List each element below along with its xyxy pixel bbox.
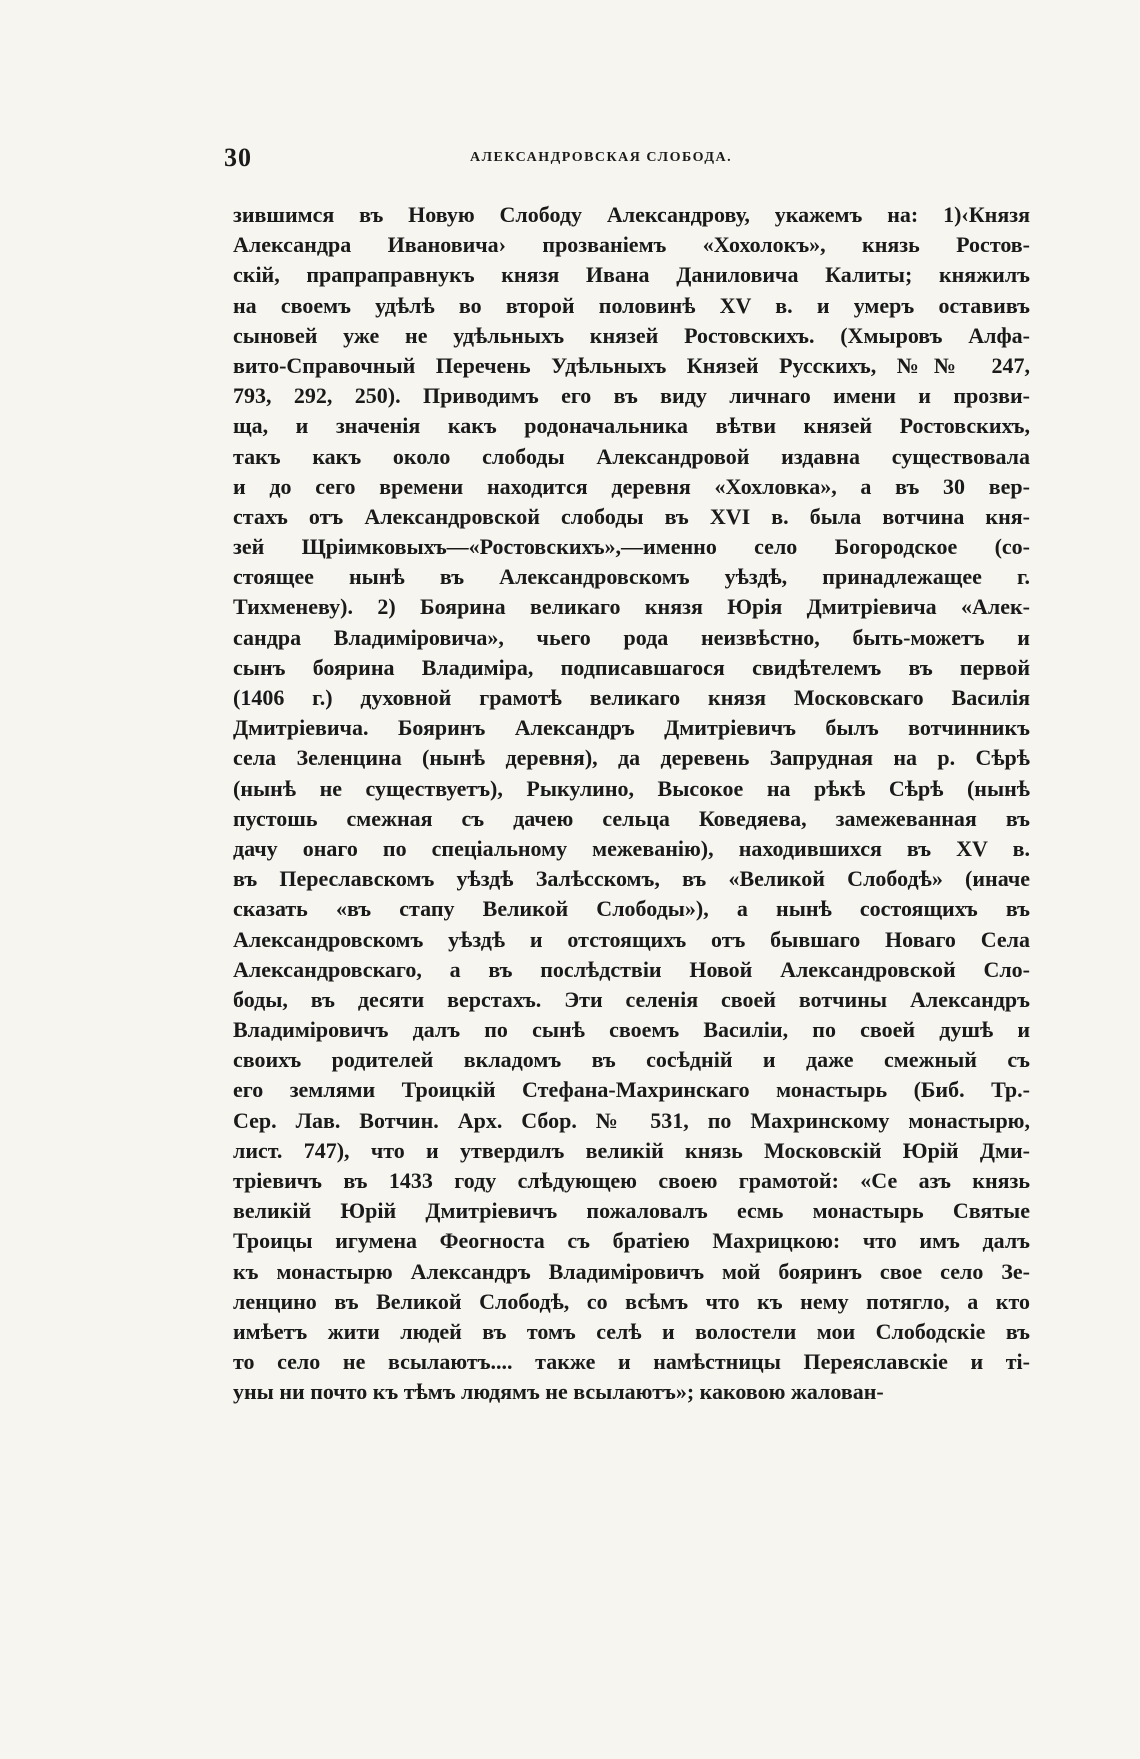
text-line: зившимся въ Новую Слободу Александрову, укажемъ на: 1)‹Князя [233,202,1030,227]
text-line: уны ни почто къ тѣмъ людямъ не всылаютъ»; каковою жалован- [233,1379,884,1405]
text-line: Владиміровичъ далъ по сынѣ своемъ Василіи, по своей душѣ и [233,1017,1030,1043]
text-line: вито-Справочный Перечень Удѣльныхъ Князей Русскихъ, №№ 247, [233,352,1030,378]
text-line: сказать «въ стапу Великой Слободы»), а нынѣ состоящихъ въ [233,896,1030,922]
text-line: сыновей уже не удѣльныхъ князей Ростовскихъ. (Хмыровъ Алфа- [233,322,1030,348]
text-line: Троицы игумена Феогноста съ братіею Махрицкою: что имъ далъ [233,1228,1030,1254]
text-line: сандра Владиміровича», чьего рода неизвѣстно, быть-можетъ и [233,624,1030,650]
text-line: дачу онаго по спеціальному межеванію), находившихся въ XV в. [233,835,1030,861]
text-line: на своемъ удѣлѣ во второй половинѣ XV в. и умеръ оставивъ [233,292,1030,318]
text-line: стоящее нынѣ въ Александровскомъ уѣздѣ, принадлежащее г. [233,564,1030,590]
body-text [233,200,1030,1408]
text-line: то село не всылаютъ.... также и намѣстницы Переяславскіе и ті- [233,1349,1030,1375]
text-line: его землями Троицкій Стефана-Махринскаго монастырь (Биб. Тр.- [233,1077,1030,1103]
text-line: Александра Ивановича› прозваніемъ «Хохолокъ», князь Ростов- [233,232,1030,258]
text-line: села Зеленцина (нынѣ деревня), да деревень Запрудная на р. Сѣрѣ [233,745,1030,771]
text-line: стахъ отъ Александровской слободы въ XVI в. была вотчина кня- [233,503,1030,529]
page-number: 30 [224,143,252,172]
text-line: великій Юрій Дмитріевичъ пожаловалъ есмь монастырь Святые [233,1198,1030,1224]
text-line: (1406 г.) духовной грамотѣ великаго князя Московскаго Василія [233,685,1030,710]
text-line: ленцино въ Великой Слободѣ, со всѣмъ что къ нему потягло, а кто [233,1288,1030,1314]
text-line: имѣетъ жити людей въ томъ селѣ и волостели мои Слободскіе въ [233,1318,1030,1344]
text-line: Сер. Лав. Вотчин. Арх. Сбор. № 531, по Махринскому монастырю, [233,1107,1030,1133]
running-header: АЛЕКСАНДРОВСКАЯ СЛОБОДА. [470,150,733,165]
text-line: лист. 747), что и утвердилъ великій князь Московскій Юрій Дми- [233,1137,1030,1163]
text-line: Дмитріевича. Бояринъ Александръ Дмитріевичъ былъ вотчинникъ [233,715,1030,741]
text-line: Александровскомъ уѣздѣ и отстоящихъ отъ бывшаго Новаго Села [233,926,1030,952]
text-line: къ монастырю Александръ Владиміровичъ мой бояринъ свое село Зе- [233,1258,1030,1284]
text-line: въ Переславскомъ уѣздѣ Залѣсскомъ, въ «Великой Слободѣ» (иначе [233,866,1030,892]
text-line: (нынѣ не существуетъ), Рыкулино, Высокое на рѣкѣ Сѣрѣ (нынѣ [233,775,1030,801]
text-line: такъ какъ около слободы Александровой издавна существовала [233,443,1030,469]
text-line: боды, въ десяти верстахъ. Эти селенія своей вотчины Александръ [233,986,1030,1012]
text-line: ща, и значенія какъ родоначальника вѣтви князей Ростовскихъ, [233,413,1030,439]
text-line: скій, прапраправнукъ князя Ивана Даниловича Калиты; княжилъ [233,262,1030,288]
text-line: своихъ родителей вкладомъ въ сосѣдній и даже смежный съ [233,1047,1030,1073]
text-line: зей Щріимковыхъ—«Ростовскихъ»,—именно село Богородское (со- [233,534,1030,560]
text-line: и до сего времени находится деревня «Хохловка», а въ 30 вер- [233,473,1030,499]
text-line: сынъ боярина Владиміра, подписавшагося свидѣтелемъ въ первой [233,654,1030,680]
text-line: 793, 292, 250). Приводимъ его въ виду личнаго имени и прозви- [233,383,1030,409]
text-line: Александровскаго, а въ послѣдствіи Новой Александровской Сло- [233,956,1030,982]
text-line: тріевичъ въ 1433 году слѣдующею своею грамотой: «Се азъ князь [233,1168,1030,1193]
text-line: Тихменеву). 2) Боярина великаго князя Юрія Дмитріевича «Алек- [233,594,1030,620]
text-line: пустошь смежная съ дачею сельца Коведяева, замежеванная въ [233,805,1030,831]
